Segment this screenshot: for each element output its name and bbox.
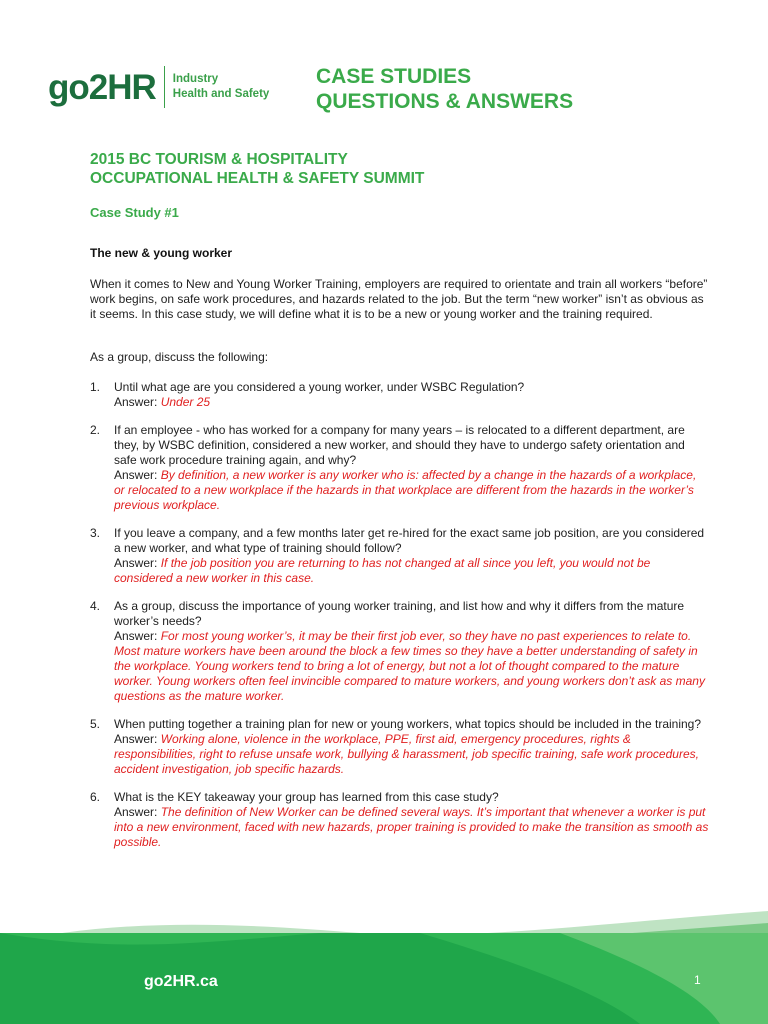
answer-label: Answer:	[114, 395, 161, 409]
question-number: 4.	[90, 599, 101, 613]
answer-line	[114, 468, 710, 513]
answer-text: If the job position you are returning to has not changed at all since you left, you would not be considered a new worker in this case.	[114, 556, 651, 585]
question-text: What is the KEY takeaway your group has learned from this case study?	[114, 790, 499, 804]
discussion-prompt: As a group, discuss the following:	[90, 350, 269, 364]
question-body	[114, 526, 710, 586]
question-item	[90, 423, 710, 513]
logo-hr: HR	[107, 67, 156, 107]
logo-tagline	[173, 72, 270, 102]
answer-label: Answer:	[114, 468, 161, 482]
logo-go: go	[48, 67, 89, 107]
intro-paragraph: When it comes to New and Young Worker Training, employers are required to orientate and train all workers “before” work begins, on safe work procedures, and hazards related to the job. But the term “new worker” isn’t as obvious as it seems. In this case study, we will define what it is to be a new or young worker and the training required.	[90, 277, 708, 321]
question-body	[114, 790, 710, 850]
answer-line	[114, 629, 710, 704]
question-number: 6.	[90, 790, 101, 804]
document-title-line2: QUESTIONS & ANSWERS	[316, 90, 574, 113]
footer-swoosh-3	[0, 933, 320, 945]
answer-text: For most young worker’s, it may be their first job ever, so they have no past experiences to relate to. Most mature workers have been around the block a few times so they have a better understanding of safety in the workplace. Young workers tend to bring a lot of energy, but not a lot of thought compared to the mature worker. Young workers often feel invincible compared to mature workers, and young workers don’t ask as many questions as the mature worker.	[114, 629, 705, 703]
answer-text: By definition, a new worker is any worker who is: affected by a change in the hazards of a workplace, or relocated to a new workplace if the hazards in that workplace are different from the hazards in the worker’s previous workplace.	[114, 468, 697, 512]
question-number: 1.	[90, 380, 101, 394]
footer-bar	[0, 933, 768, 1024]
question-text: As a group, discuss the importance of young worker training, and list how and why it differs from the mature worker’s needs?	[114, 599, 685, 628]
document-title-line1: CASE STUDIES	[316, 65, 472, 88]
answer-label: Answer:	[114, 732, 161, 746]
answer-line	[114, 732, 710, 777]
question-text: When putting together a training plan for new or young workers, what topics should be included in the training?	[114, 717, 702, 731]
answer-text: Under 25	[160, 395, 211, 409]
question-item	[90, 717, 710, 777]
question-text: If you leave a company, and a few months later get re-hired for the exact same job position, are you considered a new worker, and what type of training should follow?	[114, 526, 705, 555]
summit-heading-line1: 2015 BC TOURISM & HOSPITALITY	[90, 151, 348, 168]
footer-swoosh-decoration	[0, 933, 768, 1024]
footer-website-link[interactable]: go2HR.ca	[144, 973, 218, 990]
answer-label: Answer:	[114, 805, 161, 819]
question-body	[114, 380, 710, 410]
question-item	[90, 790, 710, 850]
logo-divider	[164, 66, 165, 108]
answer-label: Answer:	[114, 556, 161, 570]
answer-text: The definition of New Worker can be defined several ways. It’s important that whenever a worker is put into a new environment, faced with new hazards, proper training is provided to make the transition as smooth as possible.	[114, 805, 709, 849]
logo-wordmark	[48, 67, 156, 107]
answer-line	[114, 556, 710, 586]
document-title	[316, 64, 573, 114]
logo-tagline-line2: Health and Safety	[172, 88, 270, 100]
question-number: 5.	[90, 717, 101, 731]
summit-heading-line2: OCCUPATIONAL HEALTH & SAFETY SUMMIT	[90, 170, 425, 187]
question-body	[114, 423, 710, 513]
question-body	[114, 717, 710, 777]
question-number: 3.	[90, 526, 101, 540]
question-text: Until what age are you considered a young worker, under WSBC Regulation?	[114, 380, 525, 394]
question-item	[90, 380, 710, 410]
question-body	[114, 599, 710, 704]
question-number: 2.	[90, 423, 101, 437]
question-item	[90, 599, 710, 704]
question-item	[90, 526, 710, 586]
section-title: The new & young worker	[90, 246, 233, 260]
page-number: 1	[694, 973, 701, 987]
logo-tagline-line1: Industry	[172, 73, 219, 85]
answer-line	[114, 395, 710, 410]
go2hr-logo	[48, 66, 269, 108]
question-list	[90, 380, 710, 863]
summit-heading	[90, 150, 424, 188]
question-text: If an employee - who has worked for a company for many years – is relocated to a different department, are they, by WSBC definition, considered a new worker, and should they have to undergo safety orientation and safe work procedure training again, and why?	[114, 423, 685, 467]
answer-label: Answer:	[114, 629, 161, 643]
logo-2: 2	[88, 67, 108, 107]
answer-text: Working alone, violence in the workplace, PPE, first aid, emergency procedures, rights & responsibilities, right to refuse unsafe work, bullying & harassment, job specific training, safe work procedures, accident investigation, job specific hazards.	[114, 732, 699, 776]
answer-line	[114, 805, 710, 850]
case-study-label: Case Study #1	[90, 205, 179, 220]
